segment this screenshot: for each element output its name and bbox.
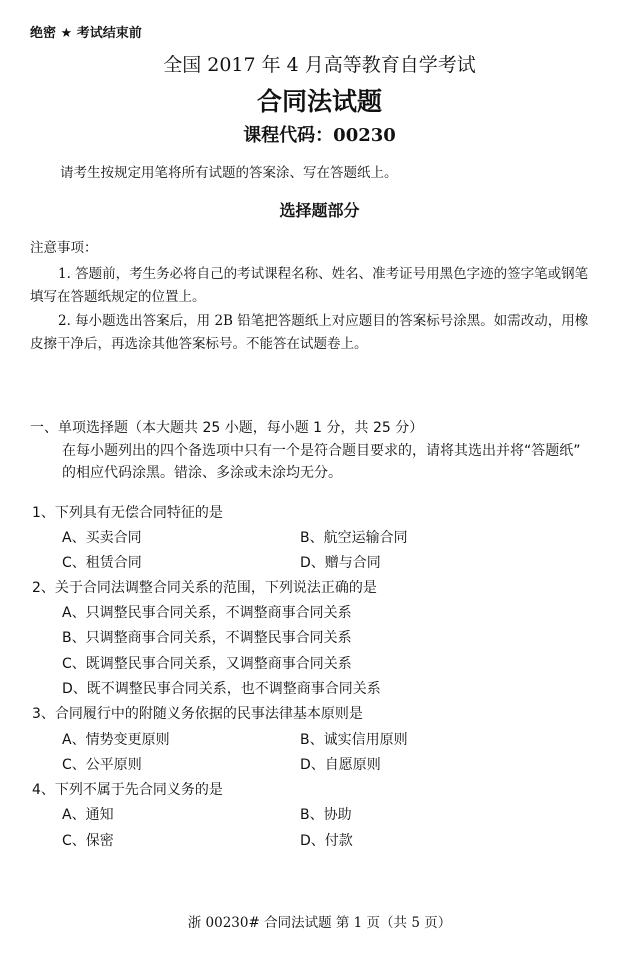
option-a: A、买卖合同 xyxy=(62,530,142,546)
note-line: 填写在答题纸规定的位置上。 xyxy=(30,289,206,305)
option-d: D、既不调整民事合同关系，也不调整商事合同关系 xyxy=(62,681,381,697)
section-heading: 选择题部分 xyxy=(279,201,360,220)
exam-title: 全国 2017 年 4 月高等教育自学考试 xyxy=(163,54,476,76)
option-d: D、自愿原则 xyxy=(300,757,381,773)
part-one-desc: 的相应代码涂黑。错涂、多涂或未涂均无分。 xyxy=(62,465,342,481)
confidential-mark: 绝密 ★ 考试结束前 xyxy=(30,26,142,41)
question-stem: 4、下列不属于先合同义务的是 xyxy=(32,782,223,798)
option-c: C、公平原则 xyxy=(62,757,142,773)
answer-instruction: 请考生按规定用笔将所有试题的答案涂、写在答题纸上。 xyxy=(60,165,398,181)
part-one-desc: 在每小题列出的四个备选项中只有一个是符合题目要求的，请将其选出并将“答题纸” xyxy=(62,443,581,459)
option-c: C、既调整民事合同关系，又调整商事合同关系 xyxy=(62,656,352,672)
option-b: B、只调整商事合同关系，不调整民事合同关系 xyxy=(62,630,352,646)
course-code: 课程代码：00230 xyxy=(243,125,396,146)
question-stem: 3、合同履行中的附随义务依据的民事法律基本原则是 xyxy=(32,706,363,722)
option-b: B、航空运输合同 xyxy=(300,530,408,546)
part-one-title: 一、单项选择题（本大题共 25 小题，每小题 1 分，共 25 分） xyxy=(30,420,424,436)
note-line: 1. 答题前，考生务必将自己的考试课程名称、姓名、准考证号用黑色字迹的签字笔或钢笔 xyxy=(58,266,589,282)
option-a: A、通知 xyxy=(62,807,114,823)
question-stem: 2、关于合同法调整合同关系的范围，下列说法正确的是 xyxy=(32,580,377,596)
option-b: B、协助 xyxy=(300,807,352,823)
option-a: A、情势变更原则 xyxy=(62,732,170,748)
option-d: D、付款 xyxy=(300,833,353,849)
page-footer: 浙 00230# 合同法试题 第 1 页（共 5 页） xyxy=(187,915,452,931)
question-stem: 1、下列具有无偿合同特征的是 xyxy=(32,505,223,521)
option-a: A、只调整民事合同关系，不调整商事合同关系 xyxy=(62,605,352,621)
option-c: C、租赁合同 xyxy=(62,555,142,571)
option-d: D、赠与合同 xyxy=(300,555,381,571)
notes-heading: 注意事项： xyxy=(30,240,98,256)
paper-title: 合同法试题 xyxy=(256,87,382,116)
note-line: 2. 每小题选出答案后，用 2B 铅笔把答题纸上对应题目的答案标号涂黑。如需改动，用橡 xyxy=(58,313,589,329)
note-line: 皮擦干净后，再选涂其他答案标号。不能答在试题卷上。 xyxy=(30,336,368,352)
option-b: B、诚实信用原则 xyxy=(300,732,408,748)
option-c: C、保密 xyxy=(62,833,114,849)
